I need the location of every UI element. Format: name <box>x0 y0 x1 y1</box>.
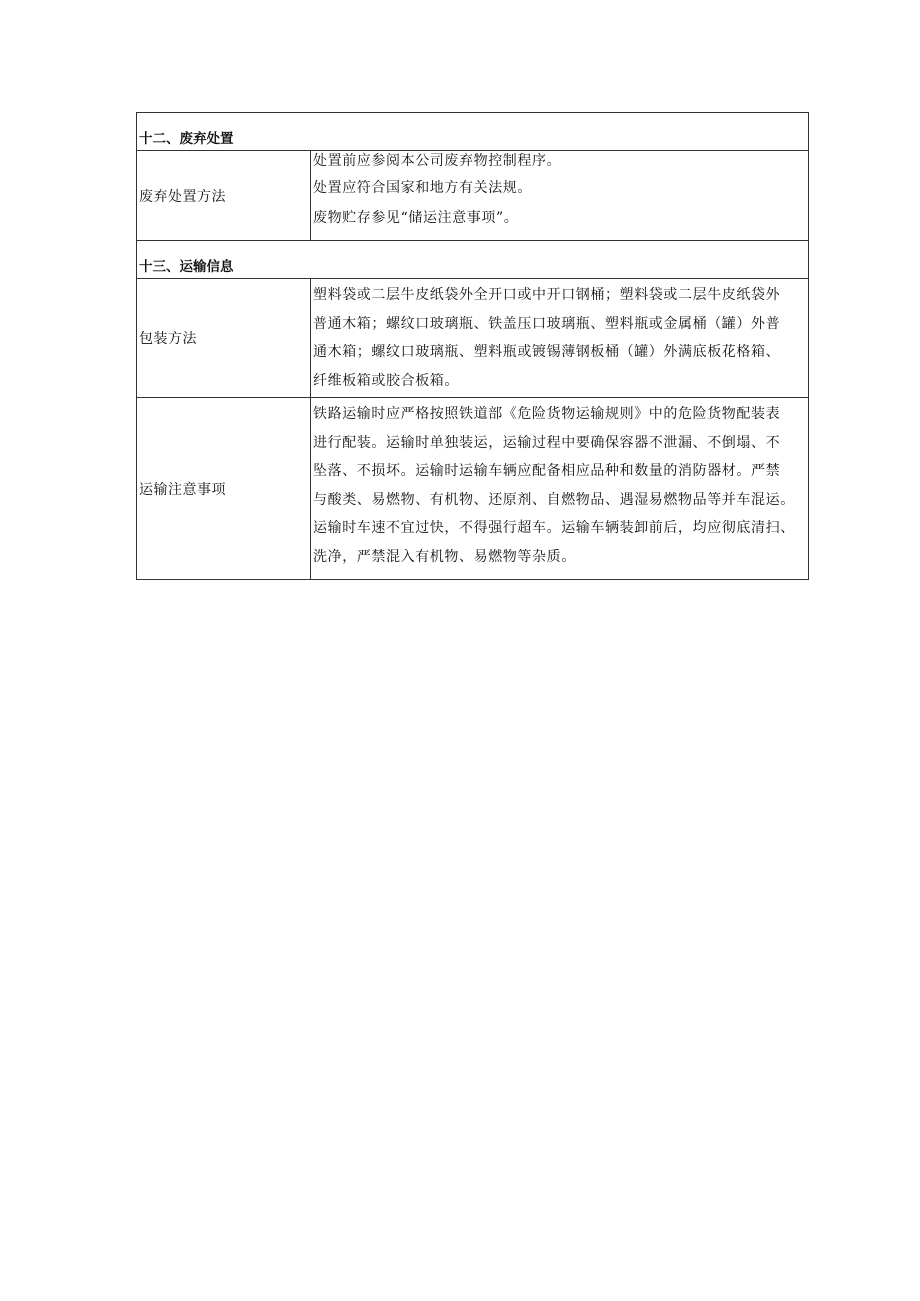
transport-precautions-label: 运输注意事项 <box>137 398 311 580</box>
disposal-method-row <box>137 151 809 241</box>
packaging-line: 塑料袋或二层牛皮纸袋外全开口或中开口钢桶；塑料袋或二层牛皮纸袋外 <box>313 287 781 303</box>
disposal-method-label: 废弃处置方法 <box>137 151 311 241</box>
precautions-line: 进行配装。运输时单独装运，运输过程中要确保容器不泄漏、不倒塌、不 <box>313 434 781 451</box>
disposal-line: 处置前应参阅本公司废弃物控制程序。 <box>313 153 562 169</box>
transport-precautions-content <box>311 398 809 580</box>
packaging-method-label: 包装方法 <box>137 279 311 398</box>
section-heading-row-disposal <box>137 113 809 151</box>
section-heading-transport: 十三、运输信息 <box>137 241 809 279</box>
disposal-method-content <box>311 151 809 241</box>
packaging-line: 纤维板箱或胶合板箱。 <box>313 372 459 389</box>
precautions-line: 洗净，严禁混入有机物、易燃物等杂质。 <box>313 548 576 565</box>
transport-precautions-row <box>137 398 809 580</box>
disposal-line: 废物贮存参见“储运注意事项”。 <box>313 210 519 226</box>
msds-table <box>136 112 809 580</box>
precautions-line: 运输时车速不宜过快，不得强行超车。运输车辆装卸前后，均应彻底清扫、 <box>313 520 795 536</box>
packaging-line: 通木箱；螺纹口玻璃瓶、塑料瓶或镀锡薄钢板桶（罐）外满底板花格箱、 <box>313 344 781 360</box>
precautions-line: 坠落、不损坏。运输时运输车辆应配备相应品种和数量的消防器材。严禁 <box>313 463 781 479</box>
disposal-line: 处置应符合国家和地方有关法规。 <box>313 180 532 196</box>
section-heading-disposal: 十二、废弃处置 <box>137 113 809 151</box>
precautions-line: 铁路运输时应严格按照铁道部《危险货物运输规则》中的危险货物配装表 <box>313 406 781 422</box>
packaging-line: 普通木箱；螺纹口玻璃瓶、铁盖压口玻璃瓶、塑料瓶或金属桶（罐）外普 <box>313 315 781 332</box>
precautions-line: 与酸类、易燃物、有机物、还原剂、自燃物品、遇湿易燃物品等并车混运。 <box>313 491 795 508</box>
packaging-method-content <box>311 279 809 398</box>
section-heading-row-transport <box>137 241 809 279</box>
packaging-method-row <box>137 279 809 398</box>
